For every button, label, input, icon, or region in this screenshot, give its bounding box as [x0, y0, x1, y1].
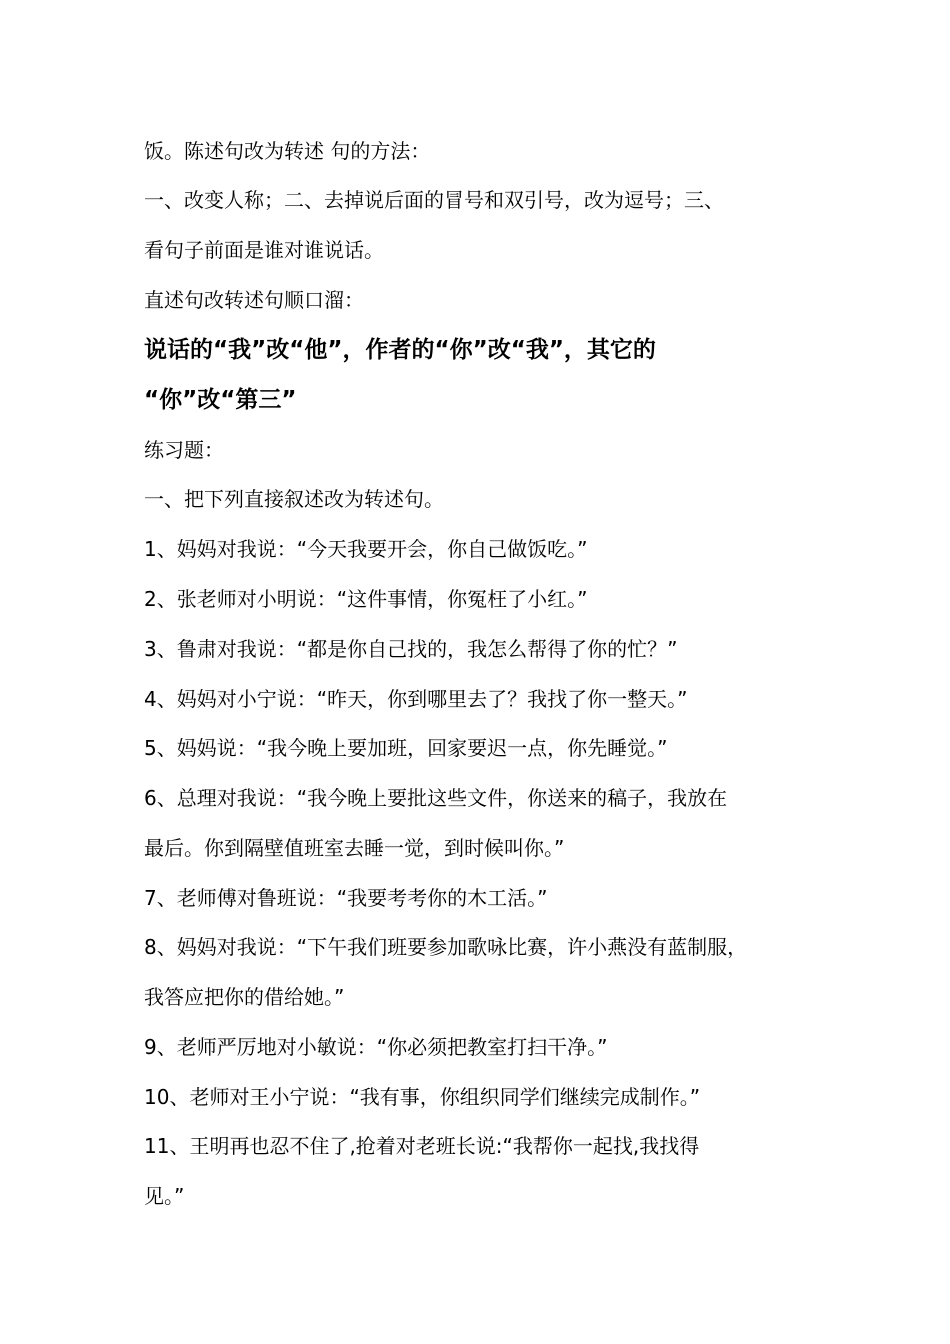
section-title: 一、把下列直接叙述改为转述句。	[144, 487, 444, 511]
exercise-item: 3、鲁肃对我说：“都是你自己找的，我怎么帮得了你的忙？”	[144, 637, 678, 661]
exercise-item: 6、总理对我说：“我今晚上要批这些文件，你送来的稿子，我放在	[144, 786, 728, 810]
rhyme-line-1: 说话的“我”改“他”，作者的“你”改“我”，其它的	[144, 337, 656, 363]
intro-line-1: 饭。陈述句改为转述 句的方法：	[144, 139, 431, 163]
intro-line-4: 直述句改转述句顺口溜：	[144, 288, 364, 312]
exercise-item: 1、妈妈对我说：“今天我要开会，你自己做饭吃。”	[144, 537, 588, 561]
exercise-item: 9、老师严厉地对小敏说：“你必须把教室打扫干净。”	[144, 1035, 608, 1059]
exercise-item: 8、妈妈对我说：“下午我们班要参加歌咏比赛，许小燕没有蓝制服，	[144, 935, 748, 959]
rhyme-line-2: “你”改“第三”	[144, 387, 297, 413]
exercise-title: 练习题：	[144, 438, 224, 462]
exercise-item: 10、老师对王小宁说：“我有事，你组织同学们继续完成制作。”	[144, 1085, 701, 1109]
intro-line-2: 一、改变人称；二、去掉说后面的冒号和双引号，改为逗号；三、	[144, 188, 724, 212]
exercise-item: 4、妈妈对小宁说：“昨天，你到哪里去了？我找了你一整天。”	[144, 687, 688, 711]
intro-line-3: 看句子前面是谁对谁说话。	[144, 238, 384, 262]
exercise-item: 7、老师傅对鲁班说：“我要考考你的木工活。”	[144, 886, 548, 910]
exercise-item-continuation: 我答应把你的借给她。”	[144, 985, 345, 1009]
exercise-item-continuation: 见。”	[144, 1184, 185, 1208]
exercise-item: 5、妈妈说：“我今晚上要加班，回家要迟一点，你先睡觉。”	[144, 736, 668, 760]
exercise-item-continuation: 最后。你到隔壁值班室去睡一觉，到时候叫你。”	[144, 836, 565, 860]
exercise-item: 2、张老师对小明说：“这件事情，你冤枉了小红。”	[144, 587, 588, 611]
exercise-item: 11、王明再也忍不住了,抢着对老班长说:“我帮你一起找,我找得	[144, 1134, 700, 1158]
